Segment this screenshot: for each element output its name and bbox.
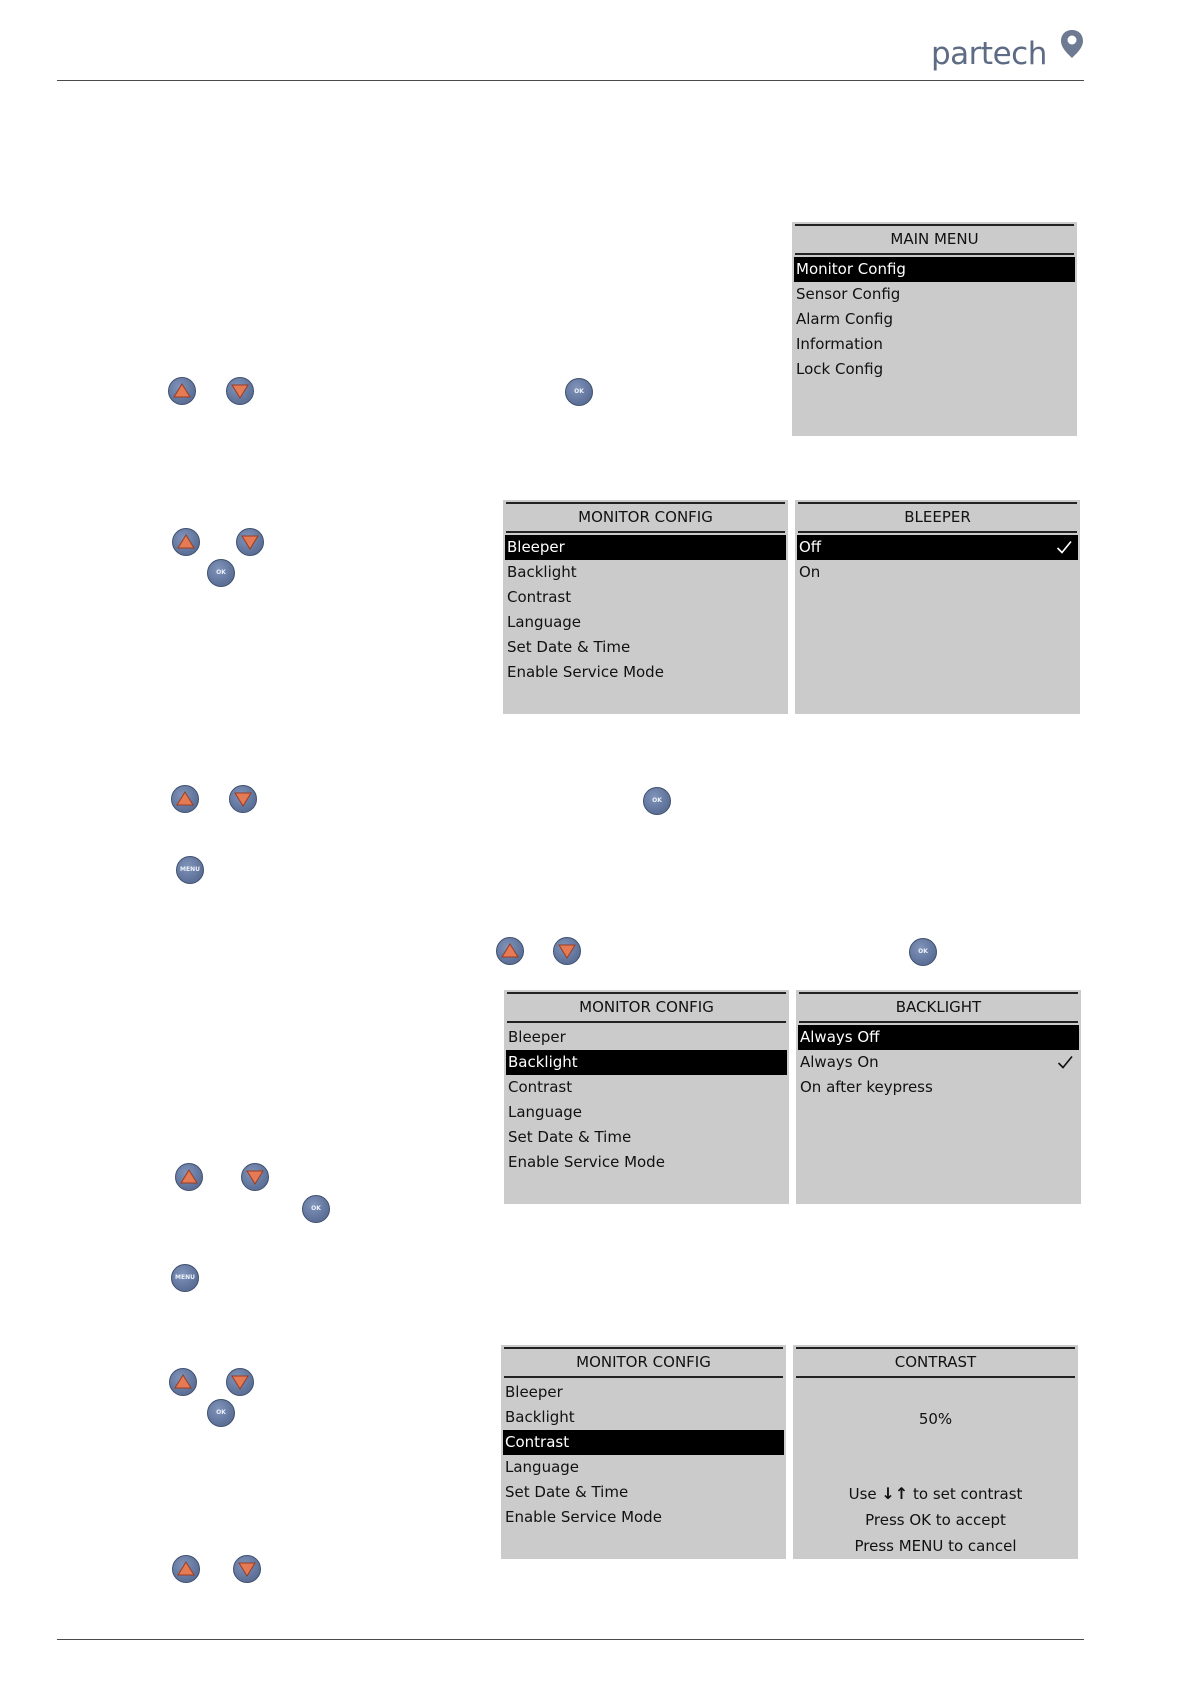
menu-item-label: Monitor Config [796,260,906,278]
menu-item-backlight[interactable] [506,1050,787,1075]
monitor-config-screen [504,990,789,1204]
menu-item-label: Bleeper [505,1383,563,1401]
menu-item-label: Enable Service Mode [507,663,664,681]
menu-item-contrast[interactable] [503,1430,784,1455]
up-arrow-icon [174,1373,192,1391]
menu-item-label: Enable Service Mode [505,1508,662,1526]
screen-title: MONITOR CONFIG [506,502,785,533]
menu-item-label: Set Date & Time [505,1483,629,1501]
menu-item-set-date-time[interactable] [505,635,786,660]
option-label: Always On [800,1053,879,1071]
up-button[interactable] [169,1368,197,1396]
down-arrow-icon [246,1168,264,1186]
menu-item-information[interactable] [794,332,1075,357]
down-button[interactable] [236,528,264,556]
up-arrow-icon [180,1168,198,1186]
menu-item-backlight[interactable] [505,560,786,585]
menu-item-label: Backlight [508,1053,578,1071]
menu-item-label: Lock Config [796,360,884,378]
menu-item-label: Set Date & Time [508,1128,632,1146]
option-always-off[interactable] [798,1025,1079,1050]
option-label: On [799,563,821,581]
contrast-hint [793,1484,1078,1504]
menu-item-label: Sensor Config [796,285,901,303]
menu-item-label: Backlight [505,1408,575,1426]
down-arrow-icon [234,790,252,808]
ok-button-label: OK [652,797,662,804]
menu-item-label: Contrast [508,1078,573,1096]
up-button[interactable] [172,1555,200,1583]
ok-button[interactable] [643,787,671,815]
header-rule [57,80,1084,81]
hint-prefix: Use [848,1485,877,1503]
menu-item-label: Bleeper [507,538,565,556]
option-always-on[interactable] [798,1050,1079,1075]
up-arrow-icon [501,942,519,960]
ok-button[interactable] [207,1399,235,1427]
down-arrow-icon [231,382,249,400]
menu-item-label: Contrast [505,1433,570,1451]
menu-item-label: Bleeper [508,1028,566,1046]
menu-item-lock-config[interactable] [794,357,1075,382]
option-on-after-keypress[interactable] [798,1075,1079,1100]
contrast-screen [793,1345,1078,1559]
footer-rule [57,1639,1084,1640]
menu-item-enable-service-mode[interactable] [503,1505,784,1530]
checkmark-icon [1057,1055,1073,1069]
option-list [798,1025,1079,1100]
menu-item-monitor-config[interactable] [794,257,1075,282]
down-button[interactable] [233,1555,261,1583]
option-off[interactable] [797,535,1078,560]
backlight-screen [796,990,1081,1204]
down-button[interactable] [241,1163,269,1191]
screen-title: MONITOR CONFIG [507,992,786,1023]
menu-item-label: Language [508,1103,583,1121]
accept-instruction: Press OK to accept [865,1511,1006,1529]
menu-item-set-date-time[interactable] [506,1125,787,1150]
menu-item-label: Contrast [507,588,572,606]
menu-item-bleeper[interactable] [505,535,786,560]
ok-button[interactable] [207,559,235,587]
menu-item-bleeper[interactable] [503,1380,784,1405]
menu-list [794,257,1075,382]
menu-item-label: Language [507,613,582,631]
ok-button-label: OK [918,948,928,955]
down-button[interactable] [553,937,581,965]
menu-item-language[interactable] [503,1455,784,1480]
monitor-config-screen [503,500,788,714]
down-arrow-icon [231,1373,249,1391]
main-menu-screen [792,222,1077,436]
menu-item-set-date-time[interactable] [503,1480,784,1505]
up-button[interactable] [172,528,200,556]
up-button[interactable] [496,937,524,965]
down-button[interactable] [229,785,257,813]
ok-button-label: OK [216,1409,226,1416]
ok-button-label: OK [311,1205,321,1212]
menu-item-bleeper[interactable] [506,1025,787,1050]
menu-item-label: Information [796,335,883,353]
checkmark-icon [1056,540,1072,554]
hint-suffix: to set contrast [913,1485,1023,1503]
menu-list [503,1380,784,1530]
option-label: On after keypress [800,1078,933,1096]
contrast-value: 50% [918,1410,953,1428]
option-on[interactable] [797,560,1078,585]
ok-button[interactable] [565,378,593,406]
menu-item-label: Enable Service Mode [508,1153,665,1171]
option-list [797,535,1078,585]
up-arrow-icon [173,382,191,400]
menu-item-backlight[interactable] [503,1405,784,1430]
menu-list [506,1025,787,1175]
up-arrow-icon [176,790,194,808]
down-arrow-icon [238,1560,256,1578]
up-button[interactable] [175,1163,203,1191]
ok-button[interactable] [302,1195,330,1223]
screen-title: MONITOR CONFIG [504,1347,783,1378]
menu-button-label: MENU [180,866,200,873]
menu-item-label: Language [505,1458,580,1476]
menu-item-contrast[interactable] [506,1075,787,1100]
down-arrow-icon [558,942,576,960]
menu-item-enable-service-mode[interactable] [506,1150,787,1175]
menu-item-language[interactable] [505,610,786,635]
up-arrow-icon [177,1560,195,1578]
menu-item-enable-service-mode[interactable] [505,660,786,685]
option-label: Off [799,538,822,556]
screen-title: MAIN MENU [795,224,1074,255]
partech-logo: partech [931,36,1047,72]
menu-list [505,535,786,685]
screen-title: BLEEPER [798,502,1077,533]
up-button[interactable] [168,377,196,405]
menu-item-alarm-config[interactable] [794,307,1075,332]
screen-title: BACKLIGHT [799,992,1078,1023]
location-pin-icon [1058,28,1086,60]
menu-item-label: Alarm Config [796,310,894,328]
menu-button[interactable] [176,856,204,884]
up-arrow-icon [177,533,195,551]
ok-button[interactable] [909,938,937,966]
menu-item-label: Backlight [507,563,577,581]
bleeper-screen [795,500,1080,714]
monitor-config-screen [501,1345,786,1559]
menu-item-sensor-config[interactable] [794,282,1075,307]
ok-button-label: OK [216,569,226,576]
screen-title: CONTRAST [796,1347,1075,1378]
menu-item-contrast[interactable] [505,585,786,610]
cancel-instruction: Press MENU to cancel [854,1537,1017,1555]
ok-button-label: OK [574,388,584,395]
option-label: Always Off [800,1028,880,1046]
down-arrow-icon [241,533,259,551]
up-button[interactable] [171,785,199,813]
down-button[interactable] [226,1368,254,1396]
menu-button-label: MENU [175,1274,195,1281]
down-up-arrows-icon: ↓↑ [881,1484,909,1503]
down-button[interactable] [226,377,254,405]
menu-item-label: Set Date & Time [507,638,631,656]
menu-button[interactable] [171,1264,199,1292]
menu-item-language[interactable] [506,1100,787,1125]
